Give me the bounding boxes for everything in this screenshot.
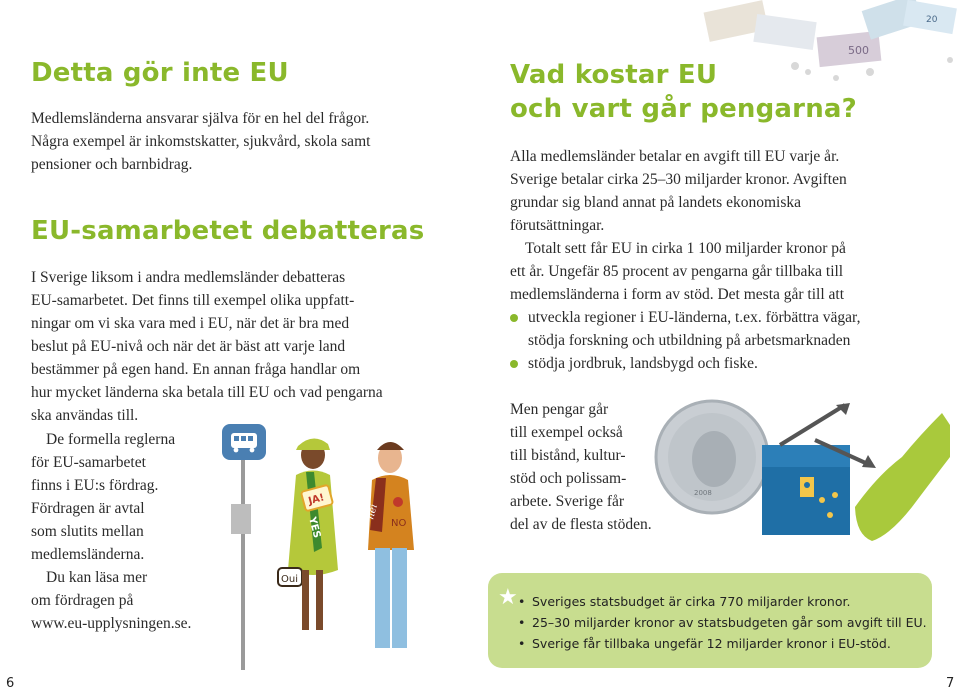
list-item [510, 306, 940, 352]
text-line: stödja forskning och utbildning på arbetsmarknaden [528, 332, 851, 349]
star-icon: ★ [498, 585, 518, 610]
text-line: EU-samarbetet. Det finns till exempel olika uppfatt- [31, 292, 355, 309]
text-line: bestämmer på egen hand. En annan fråga handlar om [31, 361, 361, 378]
bus-stop-sign-icon [222, 424, 266, 670]
swedish-coin-icon [656, 401, 768, 513]
list-item [510, 352, 940, 375]
bus-stop-people-illustration [210, 420, 450, 670]
coin-year: 2008 [694, 489, 712, 497]
paragraph-fees [510, 145, 940, 375]
text-line: I Sverige liksom i andra medlemsländer debatteras [31, 269, 346, 286]
text-line: Medlemsländerna ansvarar själva för en hel del frågor. [31, 110, 370, 127]
badge-no-label: NO [391, 518, 407, 529]
list-item: • 25–30 miljarder kronor av statsbudgeten går som avgift till EU. [518, 612, 927, 633]
text-line: Några exempel är inkomstskatter, sjukvård, skola samt [31, 133, 371, 150]
sash-nei-label: nei [365, 502, 380, 521]
sash-yes-label: YES [306, 515, 323, 540]
text-line: finns i EU:s fördrag. [31, 477, 159, 494]
page-number-left: 6 [6, 676, 15, 691]
banknote-20-label: 20 [926, 15, 938, 25]
woman-yes-figure [278, 438, 338, 630]
text-line: hur mycket länderna ska betala till EU och vad pengarna [31, 384, 383, 401]
text-line: till exempel också [510, 424, 623, 441]
text-line: Sverige betalar cirka 25–30 miljarder kronor. Avgiften [510, 171, 847, 188]
text-line: förutsättningar. [510, 217, 605, 234]
sweden-map-icon [855, 413, 950, 541]
page-number-right: 7 [946, 676, 955, 691]
text-line: De formella reglerna [46, 431, 176, 448]
list-item: • Sveriges statsbudget är cirka 770 miljarder kronor. [518, 591, 927, 612]
heading-vad-kostar-eu [510, 58, 857, 126]
text-line: stöd och polissam- [510, 470, 627, 487]
yes-sign-label: JA! [307, 492, 326, 508]
heading-line: Vad kostar EU [510, 60, 718, 90]
facts-box [488, 573, 932, 668]
man-no-figure [365, 442, 414, 648]
heading-line: och vart går pengarna? [510, 94, 857, 124]
text-line: stödja jordbruk, landsbygd och fiske. [528, 355, 758, 372]
text-line: utveckla regioner i EU-länderna, t.ex. förbättra vägar, [528, 309, 861, 326]
text-line: beslut på EU-nivå och när det är bäst att varje land [31, 338, 346, 355]
text-line: ningar om vi ska vara med i EU, när det är bra med [31, 315, 350, 332]
text-line: Totalt sett får EU in cirka 1 100 miljarder kronor på [525, 240, 846, 257]
text-line: ett år. Ungefär 85 procent av pengarna går tillbaka till [510, 263, 844, 280]
paragraph-member-responsibilities [31, 107, 431, 176]
text-line: arbete. Sverige får [510, 493, 625, 510]
list-item: • Sverige får tillbaka ungefär 12 miljarder kronor i EU-stöd. [518, 633, 927, 654]
text-line: medlemsländerna. [31, 546, 145, 563]
text-line: till bistånd, kultur- [510, 447, 626, 464]
text-line: pensioner och barnbidrag. [31, 156, 193, 173]
heading-detta-gor-inte-eu: Detta gör inte EU [31, 58, 289, 88]
text-line: som slutits mellan [31, 523, 144, 540]
banknote-500-label: 500 [848, 44, 869, 57]
coin-chest-map-illustration [650, 395, 950, 555]
text-line: för EU-samarbetet [31, 454, 146, 471]
text-line: medlemsländerna i form av stöd. Det mesta går till att [510, 286, 845, 303]
text-line: om fördragen på [31, 592, 134, 609]
text-line: Fördragen är avtal [31, 500, 145, 517]
text-line: Alla medlemsländer betalar en avgift till EU varje år. [510, 148, 840, 165]
text-line: ska användas till. [31, 407, 139, 424]
text-line: grundar sig bland annat på landets ekonomiska [510, 194, 801, 211]
text-line: del av de flesta stöden. [510, 516, 652, 533]
paragraph-debate [31, 266, 451, 427]
paragraph-treaties [31, 428, 231, 635]
text-line: Du kan läsa mer [46, 569, 148, 586]
support-list [510, 306, 940, 375]
text-line: www.eu-upplysningen.se. [31, 615, 192, 632]
heading-eu-samarbetet-debatteras: EU-samarbetet debatteras [31, 216, 425, 246]
bag-oui-label: Oui [281, 574, 298, 585]
text-line: Men pengar går [510, 401, 609, 418]
facts-list [518, 591, 927, 654]
